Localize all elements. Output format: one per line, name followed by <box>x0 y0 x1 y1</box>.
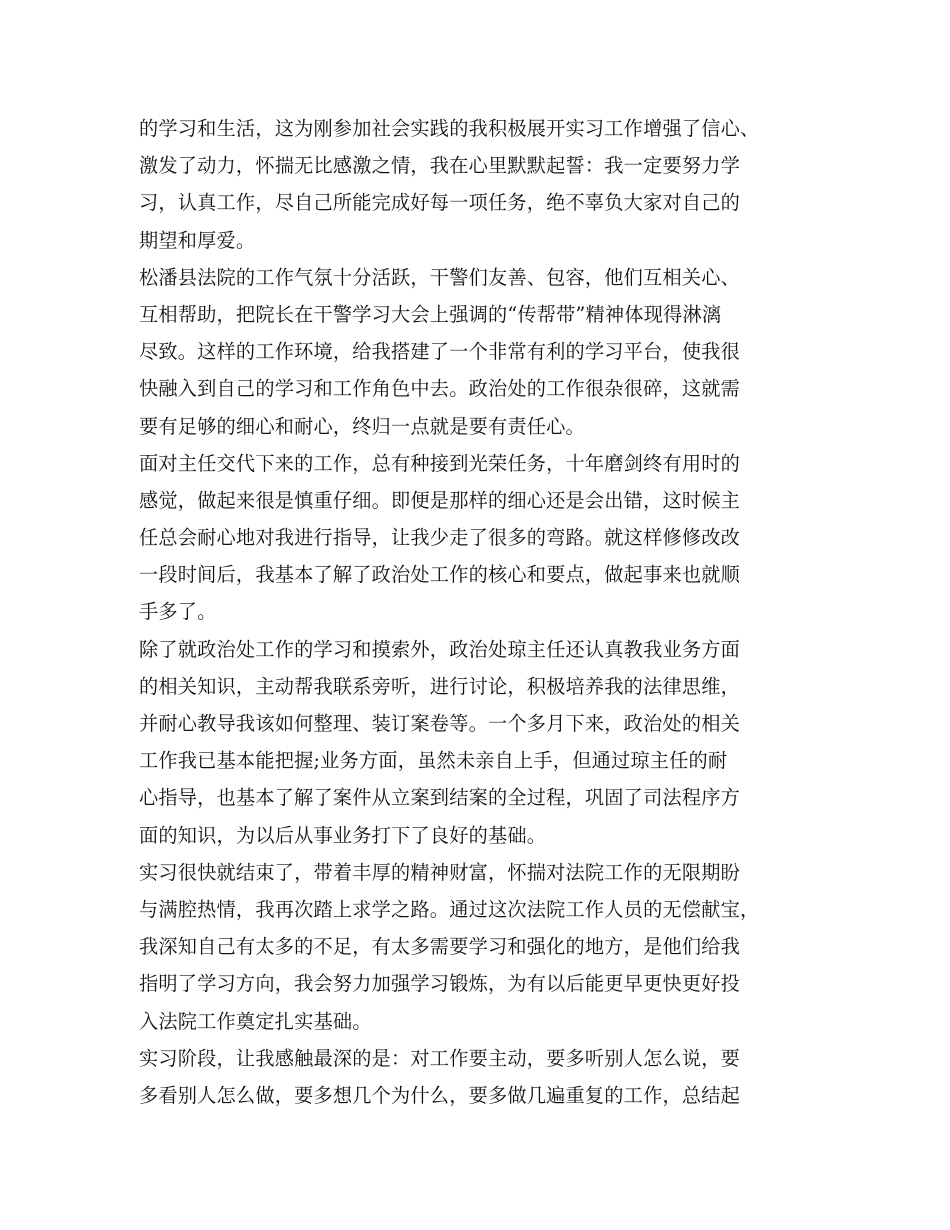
text-line: 快融入到自己的学习和工作角色中去。政治处的工作很杂很碎，这就需 <box>139 377 741 401</box>
text-line: 工作我已基本能把握;业务方面，虽然未亲自上手，但通过琼主任的耐 <box>139 749 728 773</box>
text-line: 尽致。这样的工作环境，给我搭建了一个非常有利的学习平台，使我很 <box>139 340 741 364</box>
text-line: 的相关知识，主动帮我联系旁听，进行讨论，积极培养我的法律思维， <box>139 674 741 698</box>
text-line: 与满腔热情，我再次踏上求学之路。通过这次法院工作人员的无偿献宝， <box>139 897 760 921</box>
text-line: 心指导，也基本了解了案件从立案到结案的全过程，巩固了司法程序方 <box>139 786 741 810</box>
text-line: 实习阶段，让我感触最深的是：对工作要主动，要多听别人怎么说，要 <box>139 1046 741 1070</box>
text-line: 习，认真工作，尽自己所能完成好每一项任务，绝不辜负大家对自己的 <box>139 191 741 215</box>
text-line: 实习很快就结束了，带着丰厚的精神财富，怀揣对法院工作的无限期盼 <box>139 860 741 884</box>
text-line: 的学习和生活，这为刚参加社会实践的我积极展开实习工作增强了信心、 <box>139 117 760 140</box>
text-line: 入法院工作奠定扎实基础。 <box>139 1009 372 1033</box>
text-line: 手多了。 <box>139 600 217 624</box>
text-line: 一段时间后，我基本了解了政治处工作的核心和要点，做起事来也就顺 <box>139 563 741 587</box>
text-line: 除了就政治处工作的学习和摸索外，政治处琼主任还认真教我业务方面 <box>139 637 741 661</box>
text-line: 激发了动力，怀揣无比感激之情，我在心里默默起誓：我一定要努力学 <box>139 154 741 178</box>
text-line: 要有足够的细心和耐心，终归一点就是要有责任心。 <box>139 414 585 438</box>
text-line: 指明了学习方向，我会努力加强学习锻炼，为有以后能更早更快更好投 <box>139 972 741 996</box>
text-line: 面的知识，为以后从事业务打下了良好的基础。 <box>139 823 547 847</box>
text-line: 任总会耐心地对我进行指导，让我少走了很多的弯路。就这样修修改改 <box>139 526 741 550</box>
text-line: 互相帮助，把院长在干警学习大会上强调的“传帮带”精神体现得淋漓 <box>139 302 722 326</box>
text-line: 感觉，做起来很是慎重仔细。即便是那样的细心还是会出错，这时候主 <box>139 488 741 512</box>
document-body <box>139 110 829 1114</box>
text-line: 多看别人怎么做，要多想几个为什么，要多做几遍重复的工作，总结起 <box>139 1083 741 1107</box>
text-line: 期望和厚爱。 <box>139 228 256 252</box>
text-line: 并耐心教导我该如何整理、装订案卷等。一个多月下来，政治处的相关 <box>139 712 741 735</box>
text-line: 我深知自己有太多的不足，有太多需要学习和强化的地方，是他们给我 <box>139 935 741 959</box>
text-line: 松潘县法院的工作气氛十分活跃，干警们友善、包容，他们互相关心、 <box>139 265 741 289</box>
text-line: 面对主任交代下来的工作，总有种接到光荣任务，十年磨剑终有用时的 <box>139 451 741 475</box>
